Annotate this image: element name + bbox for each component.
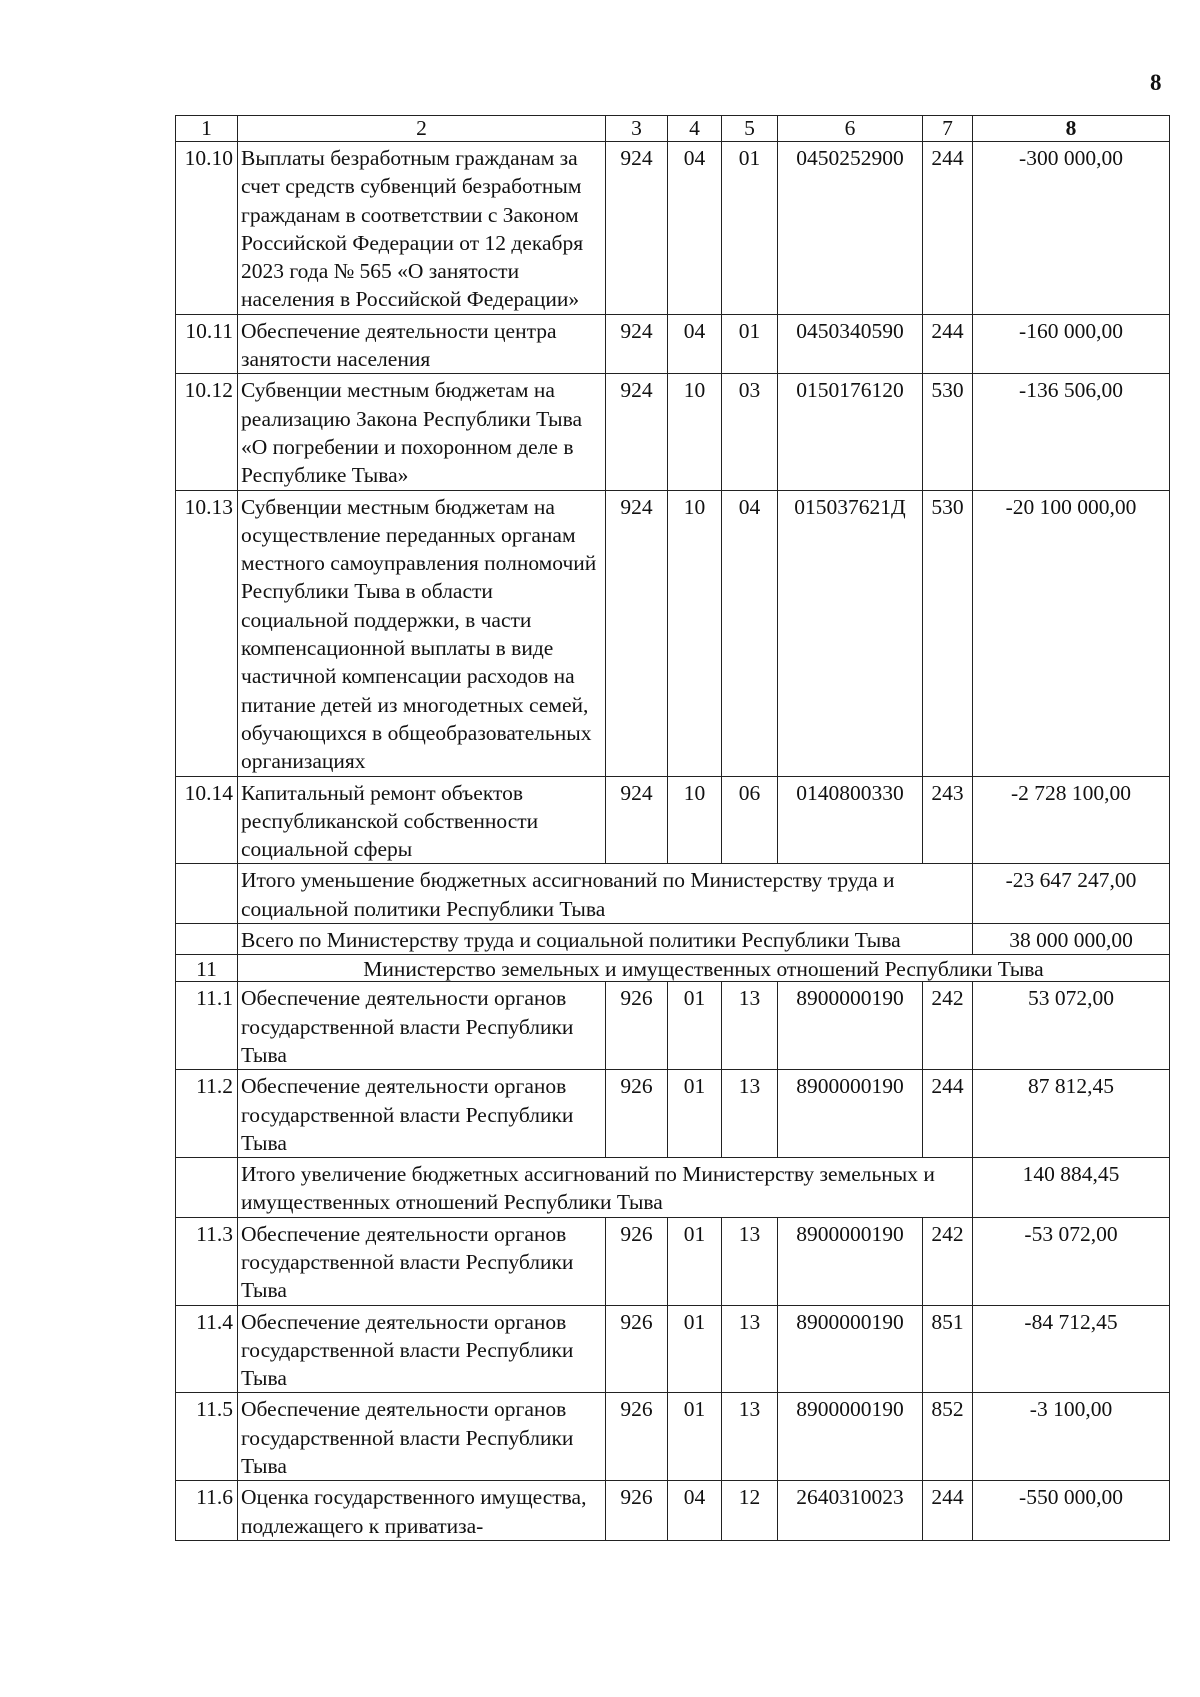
code-cell: 01 (668, 1070, 722, 1158)
code-cell: 04 (668, 1481, 722, 1541)
table-row (176, 374, 1170, 490)
grand-total-row (176, 924, 1170, 955)
code-cell: 10 (668, 776, 722, 864)
code-cell: 01 (722, 314, 778, 374)
row-number-cell: 10.10 (176, 142, 238, 315)
code-cell: 926 (606, 1481, 668, 1541)
table-row (176, 1481, 1170, 1541)
code-cell: 01 (668, 1305, 722, 1393)
amount-cell: -20 100 000,00 (973, 490, 1170, 776)
total-amount-cell: 38 000 000,00 (973, 924, 1170, 955)
code-cell: 924 (606, 490, 668, 776)
code-cell: 0150176120 (778, 374, 923, 490)
code-cell: 244 (923, 1481, 973, 1541)
code-cell: 926 (606, 1217, 668, 1305)
code-cell: 8900000190 (778, 1070, 923, 1158)
code-cell: 0450340590 (778, 314, 923, 374)
total-amount-cell: -23 647 247,00 (973, 864, 1170, 924)
code-cell: 926 (606, 1305, 668, 1393)
row-name-cell: Обеспечение деятельности органов государственной власти Республики Тыва (238, 1217, 606, 1305)
header-cell: 3 (606, 116, 668, 142)
amount-cell: -3 100,00 (973, 1393, 1170, 1481)
header-row (176, 116, 1170, 142)
row-number-cell: 11.4 (176, 1305, 238, 1393)
total-amount-cell: 140 884,45 (973, 1158, 1170, 1218)
table-row (176, 1070, 1170, 1158)
page-number: 8 (1150, 70, 1162, 95)
code-cell: 926 (606, 1393, 668, 1481)
row-number-cell: 10.14 (176, 776, 238, 864)
table-row (176, 982, 1170, 1070)
budget-table (175, 115, 1170, 1541)
row-number-cell: 11.1 (176, 982, 238, 1070)
code-cell: 8900000190 (778, 982, 923, 1070)
row-name-cell: Субвенции местным бюджетам на осуществление переданных органам местного самоуправления полномочий Республики Тыва в области социальной поддержки, в части компенсационной выплаты в виде частичной компенсации расходов на питание детей из многодетных семей, обучающихся в общеобразовательных организациях (238, 490, 606, 776)
amount-cell: -300 000,00 (973, 142, 1170, 315)
code-cell: 8900000190 (778, 1393, 923, 1481)
row-name-cell: Обеспечение деятельности органов государственной власти Республики Тыва (238, 982, 606, 1070)
header-cell: 6 (778, 116, 923, 142)
table-row (176, 142, 1170, 315)
total-label-cell: Всего по Министерству труда и социальной политики Республики Тыва (238, 924, 973, 955)
code-cell: 04 (668, 142, 722, 315)
code-cell: 242 (923, 982, 973, 1070)
row-number-cell: 10.12 (176, 374, 238, 490)
row-name-cell: Обеспечение деятельности органов государственной власти Республики Тыва (238, 1070, 606, 1158)
row-name-cell: Обеспечение деятельности органов государственной власти Республики Тыва (238, 1305, 606, 1393)
header-cell: 2 (238, 116, 606, 142)
table-row (176, 490, 1170, 776)
code-cell: 04 (668, 314, 722, 374)
code-cell: 01 (668, 982, 722, 1070)
code-cell: 04 (722, 490, 778, 776)
header-cell: 8 (973, 116, 1170, 142)
row-number-cell: 11.3 (176, 1217, 238, 1305)
code-cell: 244 (923, 314, 973, 374)
code-cell: 924 (606, 314, 668, 374)
code-cell: 244 (923, 1070, 973, 1158)
table-row (176, 1305, 1170, 1393)
code-cell: 01 (668, 1217, 722, 1305)
section-header-row (176, 955, 1170, 982)
code-cell: 530 (923, 490, 973, 776)
header-cell: 4 (668, 116, 722, 142)
row-name-cell: Выплаты безработным гражданам за счет средств субвенций безработным гражданам в соответствии с Законом Российской Федерации от 12 декабря 2023 года № 565 «О занятости населения в Российской Федерации» (238, 142, 606, 315)
empty-cell (176, 864, 238, 924)
table-row (176, 1217, 1170, 1305)
amount-cell: 53 072,00 (973, 982, 1170, 1070)
code-cell: 852 (923, 1393, 973, 1481)
row-number-cell: 10.11 (176, 314, 238, 374)
code-cell: 926 (606, 982, 668, 1070)
code-cell: 13 (722, 1393, 778, 1481)
row-name-cell: Субвенции местным бюджетам на реализацию Закона Республики Тыва «О погребении и похоронном деле в Республике Тыва» (238, 374, 606, 490)
total-decrease-row (176, 864, 1170, 924)
header-cell: 5 (722, 116, 778, 142)
row-number-cell: 10.13 (176, 490, 238, 776)
code-cell: 10 (668, 374, 722, 490)
amount-cell: 87 812,45 (973, 1070, 1170, 1158)
table-row (176, 776, 1170, 864)
code-cell: 924 (606, 776, 668, 864)
header-cell: 7 (923, 116, 973, 142)
row-number-cell: 11.6 (176, 1481, 238, 1541)
code-cell: 13 (722, 1217, 778, 1305)
empty-cell (176, 1158, 238, 1218)
code-cell: 8900000190 (778, 1217, 923, 1305)
code-cell: 926 (606, 1070, 668, 1158)
row-name-cell: Капитальный ремонт объектов республиканской собственности социальной сферы (238, 776, 606, 864)
code-cell: 530 (923, 374, 973, 490)
total-increase-row (176, 1158, 1170, 1218)
row-number-cell: 11.5 (176, 1393, 238, 1481)
code-cell: 13 (722, 1305, 778, 1393)
section-number-cell: 11 (176, 955, 238, 982)
amount-cell: -2 728 100,00 (973, 776, 1170, 864)
code-cell: 13 (722, 982, 778, 1070)
amount-cell: -53 072,00 (973, 1217, 1170, 1305)
code-cell: 13 (722, 1070, 778, 1158)
code-cell: 03 (722, 374, 778, 490)
header-cell: 1 (176, 116, 238, 142)
code-cell: 06 (722, 776, 778, 864)
code-cell: 10 (668, 490, 722, 776)
code-cell: 242 (923, 1217, 973, 1305)
table-row (176, 314, 1170, 374)
code-cell: 015037621Д (778, 490, 923, 776)
code-cell: 244 (923, 142, 973, 315)
section-title-cell: Министерство земельных и имущественных отношений Республики Тыва (238, 955, 1170, 982)
total-label-cell: Итого увеличение бюджетных ассигнований по Министерству земельных и имущественных отношений Республики Тыва (238, 1158, 973, 1218)
code-cell: 243 (923, 776, 973, 864)
code-cell: 12 (722, 1481, 778, 1541)
code-cell: 0140800330 (778, 776, 923, 864)
row-name-cell: Оценка государственного имущества, подлежащего к приватиза- (238, 1481, 606, 1541)
table-row (176, 1393, 1170, 1481)
row-number-cell: 11.2 (176, 1070, 238, 1158)
code-cell: 851 (923, 1305, 973, 1393)
code-cell: 924 (606, 374, 668, 490)
code-cell: 2640310023 (778, 1481, 923, 1541)
code-cell: 8900000190 (778, 1305, 923, 1393)
code-cell: 924 (606, 142, 668, 315)
code-cell: 01 (722, 142, 778, 315)
amount-cell: -160 000,00 (973, 314, 1170, 374)
row-name-cell: Обеспечение деятельности центра занятости населения (238, 314, 606, 374)
total-label-cell: Итого уменьшение бюджетных ассигнований по Министерству труда и социальной политики Республики Тыва (238, 864, 973, 924)
amount-cell: -84 712,45 (973, 1305, 1170, 1393)
code-cell: 0450252900 (778, 142, 923, 315)
amount-cell: -136 506,00 (973, 374, 1170, 490)
row-name-cell: Обеспечение деятельности органов государственной власти Республики Тыва (238, 1393, 606, 1481)
empty-cell (176, 924, 238, 955)
amount-cell: -550 000,00 (973, 1481, 1170, 1541)
code-cell: 01 (668, 1393, 722, 1481)
